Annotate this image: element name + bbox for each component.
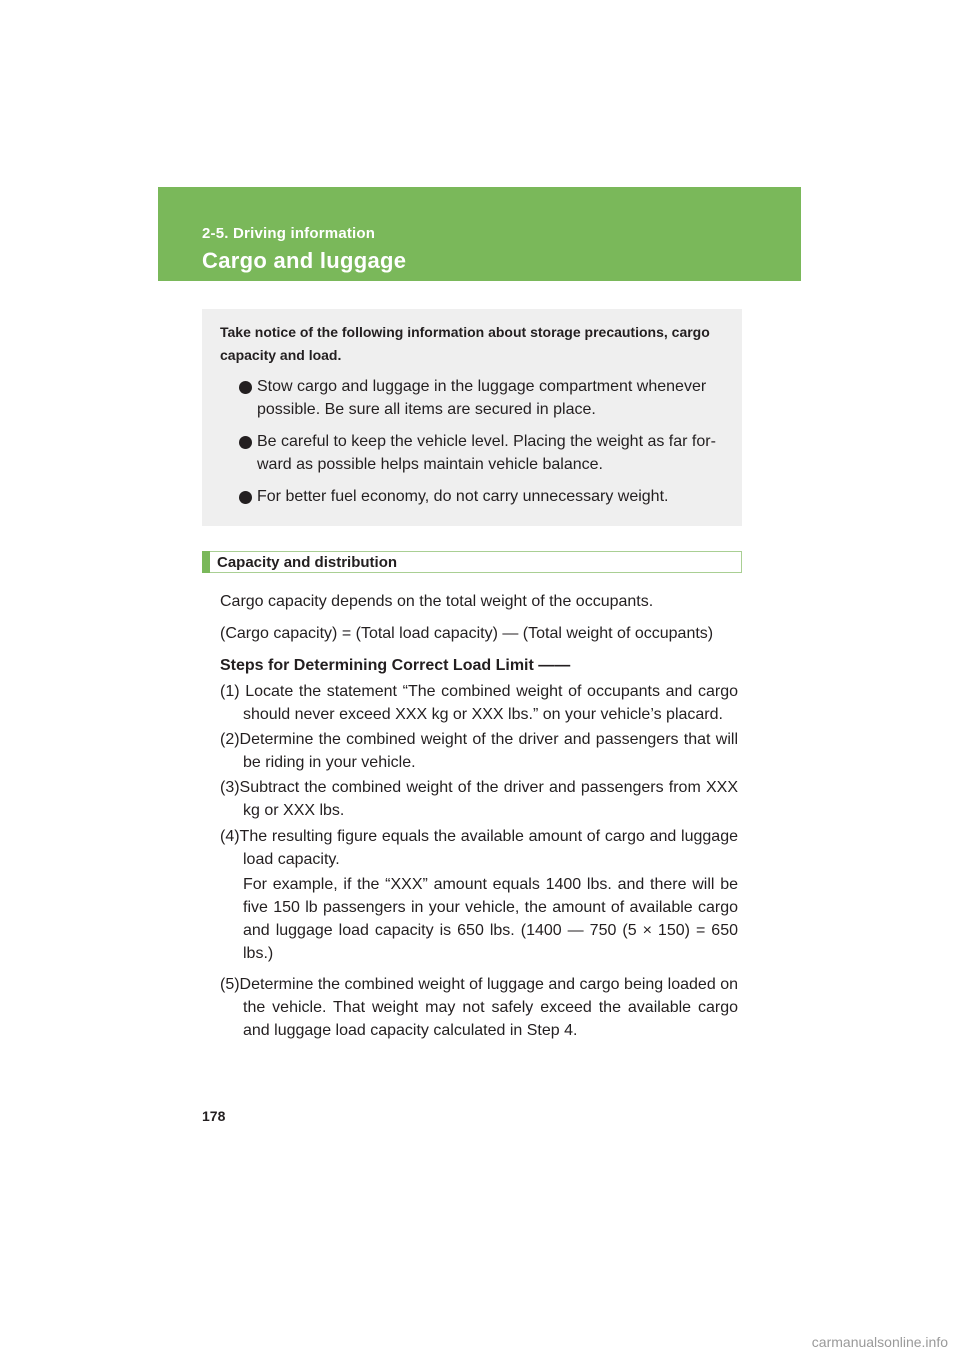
formula-paragraph: (Cargo capacity) = (Total load capacity) — (Total weight of occupants) xyxy=(220,625,714,642)
example-paragraph: For example, if the “XXX” amount equals 1400 lbs. and there will be five 150 lb passengers in your vehicle, the amount of available cargo and luggage load capacity is 650 lbs. (1400 — 750 (5 × 150) = 650 lbs.) xyxy=(243,876,738,962)
notice-bullet xyxy=(239,430,729,476)
notice-bullet xyxy=(239,375,729,421)
heading-accent-bar xyxy=(202,551,210,573)
step-item: (4)The resulting figure equals the available amount of cargo and luggage load capacity. xyxy=(220,828,738,868)
notice-box xyxy=(202,309,742,526)
step-item: (1) Locate the statement “The combined weight of occupants and cargo should never exceed XXX kg or XXX lbs.” on your vehicle’s placard. xyxy=(220,683,738,723)
bullet-icon xyxy=(239,491,252,504)
intro-paragraph: Cargo capacity depends on the total weight of the occupants. xyxy=(220,593,654,610)
chapter-header xyxy=(158,187,801,281)
section-label: 2-5. Driving information xyxy=(202,225,376,242)
steps-heading: Steps for Determining Correct Load Limit —— xyxy=(220,657,571,674)
page-title: Cargo and luggage xyxy=(202,248,407,273)
watermark: carmanualsonline.info xyxy=(811,1334,948,1350)
notice-intro: Take notice of the following information about storage precautions, cargo capacity and load. xyxy=(220,324,710,363)
subsection-heading xyxy=(202,551,742,573)
step-item: (5)Determine the combined weight of luggage and cargo being loaded on the vehicle. That weight may not safely exceed the available cargo and luggage load capacity calculated in Step 4. xyxy=(220,976,738,1039)
bullet-text: Stow cargo and luggage in the luggage compartment whenever possible. Be sure all items are secured in place. xyxy=(257,378,707,418)
page-number: 178 xyxy=(202,1108,226,1124)
step-item: (3)Subtract the combined weight of the driver and passengers from XXX kg or XXX lbs. xyxy=(220,779,738,819)
step-item: (2)Determine the combined weight of the driver and passengers that will be riding in your vehicle. xyxy=(220,731,738,771)
bullet-text: Be careful to keep the vehicle level. Placing the weight as far for-ward as possible helps maintain vehicle balance. xyxy=(257,433,716,473)
bullet-icon xyxy=(239,436,252,449)
bullet-icon xyxy=(239,381,252,394)
notice-bullet xyxy=(239,485,729,508)
bullet-text: For better fuel economy, do not carry unnecessary weight. xyxy=(257,488,669,505)
subsection-heading-text: Capacity and distribution xyxy=(217,554,398,571)
